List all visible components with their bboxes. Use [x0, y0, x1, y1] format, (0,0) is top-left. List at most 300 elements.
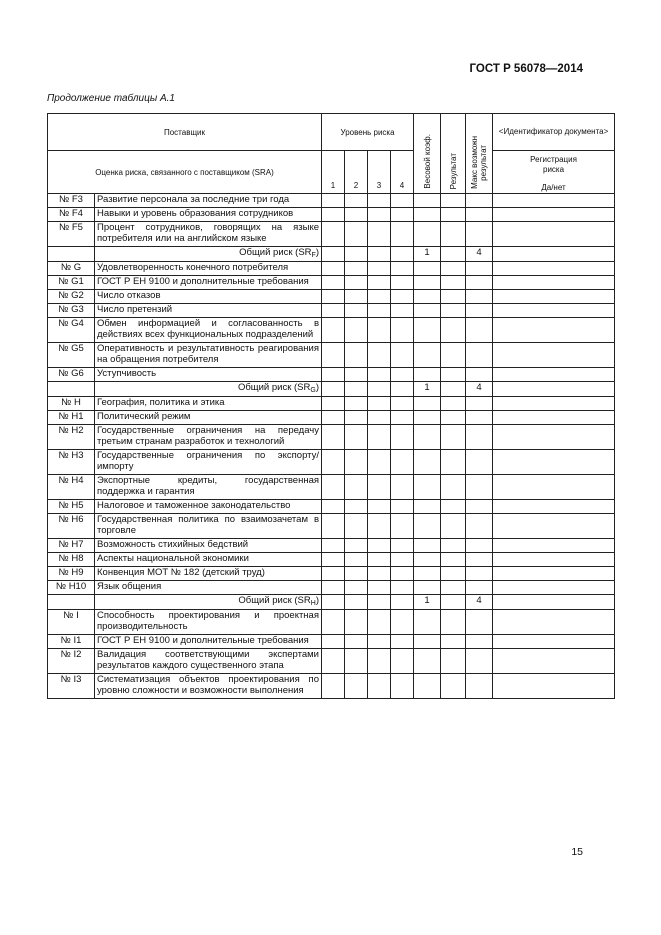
result-cell: [441, 276, 466, 290]
table-row: [48, 514, 615, 539]
row-number: № H1: [48, 411, 95, 425]
max-result-cell: [466, 674, 493, 699]
registration-cell: [493, 475, 615, 500]
total-label-prefix: Общий риск (SR: [237, 382, 311, 393]
total-label-prefix: Общий риск (SR: [238, 595, 311, 606]
criterion-text: Язык общения: [97, 581, 162, 592]
result-cell: [441, 382, 466, 397]
criterion-name: [95, 635, 322, 649]
risk-level-cell: [368, 411, 391, 425]
weight-cell: [414, 581, 441, 595]
supplier-header: Поставщик: [48, 114, 322, 151]
total-risk-row: [48, 382, 615, 397]
registration-cell: [493, 567, 615, 581]
risk-level-cell: [322, 343, 345, 368]
row-number: № F5: [48, 222, 95, 247]
table-row: [48, 450, 615, 475]
risk-level-cell: [391, 567, 414, 581]
registration-cell: [493, 581, 615, 595]
table-row: [48, 553, 615, 567]
risk-level-cell: [391, 368, 414, 382]
criterion-text: Государственные ограничения на передачу третьим странам разработок и технологий: [97, 425, 319, 447]
risk-level-cell: [345, 318, 368, 343]
risk-level-cell: [345, 382, 368, 397]
weight-cell: [414, 262, 441, 276]
risk-level-cell: [368, 368, 391, 382]
risk-level-cell: [391, 553, 414, 567]
max-result-cell: [466, 208, 493, 222]
risk-level-cell: [368, 425, 391, 450]
risk-level-cell: [391, 318, 414, 343]
risk-level-cell: [391, 595, 414, 610]
risk-level-cell: [391, 450, 414, 475]
max-result-cell: [466, 514, 493, 539]
result-cell: [441, 194, 466, 208]
table-row: [48, 262, 615, 276]
weight-cell: [414, 450, 441, 475]
criterion-name: [95, 276, 322, 290]
table-row: [48, 304, 615, 318]
table-row: [48, 222, 615, 247]
risk-level-cell: [322, 500, 345, 514]
risk-level-cell: [345, 500, 368, 514]
criterion-name: [95, 262, 322, 276]
criterion-name: [95, 368, 322, 382]
risk-level-cell: [368, 635, 391, 649]
criterion-name: [95, 411, 322, 425]
row-number: № I2: [48, 649, 95, 674]
criterion-text: Процент сотрудников, говорящих на языке потребителя или на английском языке: [97, 222, 319, 244]
risk-level-cell: [345, 635, 368, 649]
row-number: № H5: [48, 500, 95, 514]
risk-level-cell: [345, 581, 368, 595]
criterion-text: Развитие персонала за последние три года: [97, 194, 290, 205]
row-number: [48, 382, 95, 397]
risk-level-cell: [345, 553, 368, 567]
risk-level-cell: [368, 567, 391, 581]
risk-level-cell: [322, 276, 345, 290]
criterion-text: Экспортные кредиты, государственная поддержка и гарантия: [97, 475, 319, 497]
criterion-name: [95, 610, 322, 635]
risk-level-cell: [345, 208, 368, 222]
risk-level-cell: [368, 318, 391, 343]
max-result-cell: [466, 500, 493, 514]
criterion-text: Конвенция МОТ № 182 (детский труд): [97, 567, 265, 578]
weight-cell: [414, 649, 441, 674]
risk-level-cell: [322, 368, 345, 382]
weight-cell: [414, 290, 441, 304]
risk-level-cell: [322, 581, 345, 595]
risk-level-cell: [345, 290, 368, 304]
criterion-name: [95, 567, 322, 581]
table-row: [48, 318, 615, 343]
registration-cell: [493, 382, 615, 397]
result-cell: [441, 567, 466, 581]
row-number: № I: [48, 610, 95, 635]
total-label-prefix: Общий риск (SR: [239, 247, 312, 258]
risk-level-cell: [391, 290, 414, 304]
weight-cell: 1: [414, 247, 441, 262]
total-label-subscript: H: [310, 600, 316, 607]
result-cell: [441, 304, 466, 318]
weight-cell: [414, 222, 441, 247]
result-cell: [441, 368, 466, 382]
risk-level-cell: [368, 397, 391, 411]
risk-level-cell: [391, 635, 414, 649]
criterion-name: [95, 343, 322, 368]
risk-registration-header: Регистрация риска Да/нет: [493, 151, 615, 194]
risk-level-cell: [391, 208, 414, 222]
risk-level-cell: [391, 539, 414, 553]
criterion-text: Аспекты национальной экономики: [97, 553, 249, 564]
risk-level-cell: [322, 290, 345, 304]
risk-level-cell: [345, 567, 368, 581]
max-result-cell: [466, 343, 493, 368]
criterion-name: [95, 514, 322, 539]
total-label-subscript: F: [311, 252, 316, 259]
table-row: [48, 276, 615, 290]
row-number: № I3: [48, 674, 95, 699]
risk-level-cell: [322, 553, 345, 567]
registration-cell: [493, 635, 615, 649]
registration-cell: [493, 610, 615, 635]
weight-cell: [414, 610, 441, 635]
weight-cell: [414, 425, 441, 450]
criterion-text: Систематизация объектов проектирования по уровню сложности и возможности выполнения: [97, 674, 319, 696]
registration-cell: [493, 595, 615, 610]
table-row: [48, 635, 615, 649]
risk-level-4: 4: [391, 151, 414, 194]
risk-level-cell: [345, 222, 368, 247]
risk-level-cell: [322, 194, 345, 208]
table-row: [48, 194, 615, 208]
risk-level-cell: [345, 247, 368, 262]
criterion-name: [95, 553, 322, 567]
weight-cell: [414, 674, 441, 699]
weight-cell: [414, 208, 441, 222]
risk-level-cell: [322, 514, 345, 539]
table-row: [48, 649, 615, 674]
risk-level-cell: [322, 610, 345, 635]
criterion-text: Государственные ограничения по экспорту/импорту: [97, 450, 319, 472]
max-result-cell: [466, 222, 493, 247]
risk-level-cell: [345, 595, 368, 610]
max-result-cell: 4: [466, 382, 493, 397]
criterion-name: [95, 290, 322, 304]
table-row: [48, 567, 615, 581]
criterion-name: [95, 649, 322, 674]
risk-level-cell: [368, 290, 391, 304]
registration-cell: [493, 276, 615, 290]
risk-level-cell: [368, 304, 391, 318]
total-risk-label: [95, 382, 322, 397]
result-cell: [441, 539, 466, 553]
risk-level-cell: [345, 674, 368, 699]
risk-level-cell: [368, 247, 391, 262]
max-result-cell: [466, 581, 493, 595]
registration-cell: [493, 290, 615, 304]
risk-level-cell: [322, 595, 345, 610]
risk-level-cell: [368, 194, 391, 208]
row-number: № G6: [48, 368, 95, 382]
row-number: [48, 595, 95, 610]
risk-level-cell: [345, 539, 368, 553]
criterion-name: [95, 674, 322, 699]
row-number: № G1: [48, 276, 95, 290]
row-number: № F3: [48, 194, 95, 208]
risk-level-header: Уровень риска: [322, 114, 414, 151]
criterion-text: Государственная политика по взаимозачетам в торговле: [97, 514, 319, 536]
max-result-cell: [466, 425, 493, 450]
risk-level-2: 2: [345, 151, 368, 194]
max-result-cell: [466, 553, 493, 567]
total-label-suffix: ): [315, 247, 319, 258]
max-result-cell: 4: [466, 595, 493, 610]
risk-level-cell: [322, 247, 345, 262]
weight-cell: [414, 304, 441, 318]
row-number: № G2: [48, 290, 95, 304]
risk-level-cell: [391, 194, 414, 208]
total-label-suffix: ): [315, 382, 319, 393]
table-row: [48, 425, 615, 450]
table-row: [48, 343, 615, 368]
risk-level-3: 3: [368, 151, 391, 194]
criterion-text: Число претензий: [97, 304, 173, 315]
criterion-text: Удовлетворенность конечного потребителя: [97, 262, 289, 273]
criterion-text: ГОСТ Р ЕН 9100 и дополнительные требования: [97, 276, 309, 287]
result-cell: [441, 450, 466, 475]
weight-cell: [414, 194, 441, 208]
result-cell: [441, 290, 466, 304]
risk-level-cell: [368, 262, 391, 276]
result-cell: [441, 397, 466, 411]
result-cell: [441, 262, 466, 276]
table-row: [48, 539, 615, 553]
risk-level-cell: [368, 276, 391, 290]
result-cell: [441, 247, 466, 262]
registration-cell: [493, 553, 615, 567]
risk-level-cell: [391, 514, 414, 539]
row-number: № I1: [48, 635, 95, 649]
max-result-header: Макс возможн результат: [466, 114, 493, 194]
criterion-text: Обмен информацией и согласованность в действиях всех функциональных подразделений: [97, 318, 319, 340]
sra-header: Оценка риска, связанного с поставщиком (SRA): [48, 151, 322, 194]
total-risk-label: [95, 595, 322, 610]
risk-level-cell: [391, 304, 414, 318]
risk-level-cell: [391, 649, 414, 674]
registration-cell: [493, 343, 615, 368]
table-row: [48, 500, 615, 514]
registration-cell: [493, 539, 615, 553]
registration-cell: [493, 208, 615, 222]
criterion-text: Навыки и уровень образования сотрудников: [97, 208, 294, 219]
result-cell: [441, 649, 466, 674]
max-result-cell: [466, 276, 493, 290]
max-result-cell: [466, 567, 493, 581]
table-row: [48, 674, 615, 699]
weight-cell: [414, 539, 441, 553]
weight-cell: [414, 475, 441, 500]
result-cell: [441, 411, 466, 425]
risk-level-cell: [345, 397, 368, 411]
risk-level-cell: [391, 411, 414, 425]
risk-level-cell: [322, 411, 345, 425]
risk-level-cell: [322, 304, 345, 318]
risk-level-cell: [322, 425, 345, 450]
registration-cell: [493, 450, 615, 475]
risk-level-cell: [391, 397, 414, 411]
risk-level-cell: [345, 610, 368, 635]
total-label-suffix: ): [315, 595, 319, 606]
result-cell: [441, 318, 466, 343]
risk-level-cell: [391, 247, 414, 262]
criterion-name: [95, 475, 322, 500]
registration-cell: [493, 247, 615, 262]
max-result-cell: [466, 475, 493, 500]
table-row: [48, 397, 615, 411]
max-result-cell: [466, 610, 493, 635]
registration-cell: [493, 411, 615, 425]
result-cell: [441, 425, 466, 450]
risk-level-cell: [322, 262, 345, 276]
risk-level-cell: [368, 649, 391, 674]
result-cell: [441, 553, 466, 567]
risk-level-cell: [345, 425, 368, 450]
risk-level-cell: [322, 649, 345, 674]
risk-level-cell: [322, 318, 345, 343]
criterion-text: Число отказов: [97, 290, 161, 301]
max-result-cell: [466, 318, 493, 343]
result-cell: [441, 610, 466, 635]
document-code: ГОСТ Р 56078—2014: [469, 63, 583, 75]
risk-level-cell: [345, 262, 368, 276]
table-body: [48, 194, 615, 699]
row-number: № H10: [48, 581, 95, 595]
risk-level-cell: [368, 450, 391, 475]
row-number: № H8: [48, 553, 95, 567]
risk-level-cell: [391, 425, 414, 450]
row-number: № H4: [48, 475, 95, 500]
risk-level-cell: [391, 222, 414, 247]
registration-cell: [493, 500, 615, 514]
total-risk-row: [48, 595, 615, 610]
criterion-text: География, политика и этика: [97, 397, 225, 408]
registration-cell: [493, 222, 615, 247]
max-result-cell: [466, 262, 493, 276]
page-number: 15: [571, 846, 583, 858]
risk-level-cell: [345, 194, 368, 208]
risk-level-cell: [368, 343, 391, 368]
weight-cell: [414, 318, 441, 343]
risk-level-cell: [391, 500, 414, 514]
document-id-header: <Идентификатор документа>: [493, 114, 615, 151]
risk-level-cell: [322, 567, 345, 581]
criterion-text: Способность проектирования и проектная производительность: [97, 610, 319, 632]
max-result-cell: 4: [466, 247, 493, 262]
weight-cell: [414, 411, 441, 425]
total-risk-row: [48, 247, 615, 262]
registration-cell: [493, 304, 615, 318]
row-number: № H9: [48, 567, 95, 581]
criterion-text: Уступчивость: [97, 368, 157, 379]
weight-cell: [414, 397, 441, 411]
criterion-text: Оперативность и результативность реагирования на обращения потребителя: [97, 343, 319, 365]
risk-level-cell: [368, 581, 391, 595]
risk-level-cell: [368, 539, 391, 553]
weight-header: Весовой коэф.: [414, 114, 441, 194]
risk-level-cell: [368, 500, 391, 514]
risk-level-cell: [322, 222, 345, 247]
risk-level-cell: [345, 343, 368, 368]
table-row: [48, 610, 615, 635]
risk-level-cell: [391, 276, 414, 290]
row-number: № G4: [48, 318, 95, 343]
risk-level-cell: [345, 368, 368, 382]
max-result-cell: [466, 411, 493, 425]
total-risk-label: [95, 247, 322, 262]
max-result-cell: [466, 539, 493, 553]
criterion-name: [95, 194, 322, 208]
max-result-cell: [466, 290, 493, 304]
criterion-name: [95, 318, 322, 343]
risk-level-cell: [322, 397, 345, 411]
risk-level-cell: [368, 674, 391, 699]
weight-cell: 1: [414, 382, 441, 397]
risk-level-cell: [391, 475, 414, 500]
weight-cell: 1: [414, 595, 441, 610]
table-continuation-label: Продолжение таблицы А.1: [47, 93, 175, 104]
table-row: [48, 208, 615, 222]
risk-level-cell: [368, 595, 391, 610]
risk-level-cell: [368, 222, 391, 247]
row-number: [48, 247, 95, 262]
table-row: [48, 475, 615, 500]
risk-level-cell: [322, 674, 345, 699]
max-result-cell: [466, 635, 493, 649]
weight-cell: [414, 567, 441, 581]
registration-cell: [493, 649, 615, 674]
weight-cell: [414, 514, 441, 539]
weight-cell: [414, 500, 441, 514]
risk-level-cell: [322, 382, 345, 397]
max-result-cell: [466, 368, 493, 382]
risk-assessment-table: [47, 113, 615, 699]
risk-level-cell: [322, 635, 345, 649]
risk-level-cell: [345, 276, 368, 290]
max-result-cell: [466, 649, 493, 674]
risk-level-cell: [345, 450, 368, 475]
registration-cell: [493, 397, 615, 411]
weight-cell: [414, 368, 441, 382]
result-cell: [441, 222, 466, 247]
registration-cell: [493, 318, 615, 343]
weight-cell: [414, 276, 441, 290]
criterion-name: [95, 581, 322, 595]
criterion-name: [95, 450, 322, 475]
risk-level-cell: [391, 581, 414, 595]
risk-level-cell: [391, 674, 414, 699]
max-result-cell: [466, 304, 493, 318]
table-row: [48, 411, 615, 425]
criterion-text: Возможность стихийных бедствий: [97, 539, 249, 550]
table-row: [48, 290, 615, 304]
result-header: Результат: [441, 114, 466, 194]
criterion-name: [95, 425, 322, 450]
registration-cell: [493, 674, 615, 699]
row-number: № H: [48, 397, 95, 411]
criterion-text: Налоговое и таможенное законодательство: [97, 500, 291, 511]
weight-cell: [414, 343, 441, 368]
